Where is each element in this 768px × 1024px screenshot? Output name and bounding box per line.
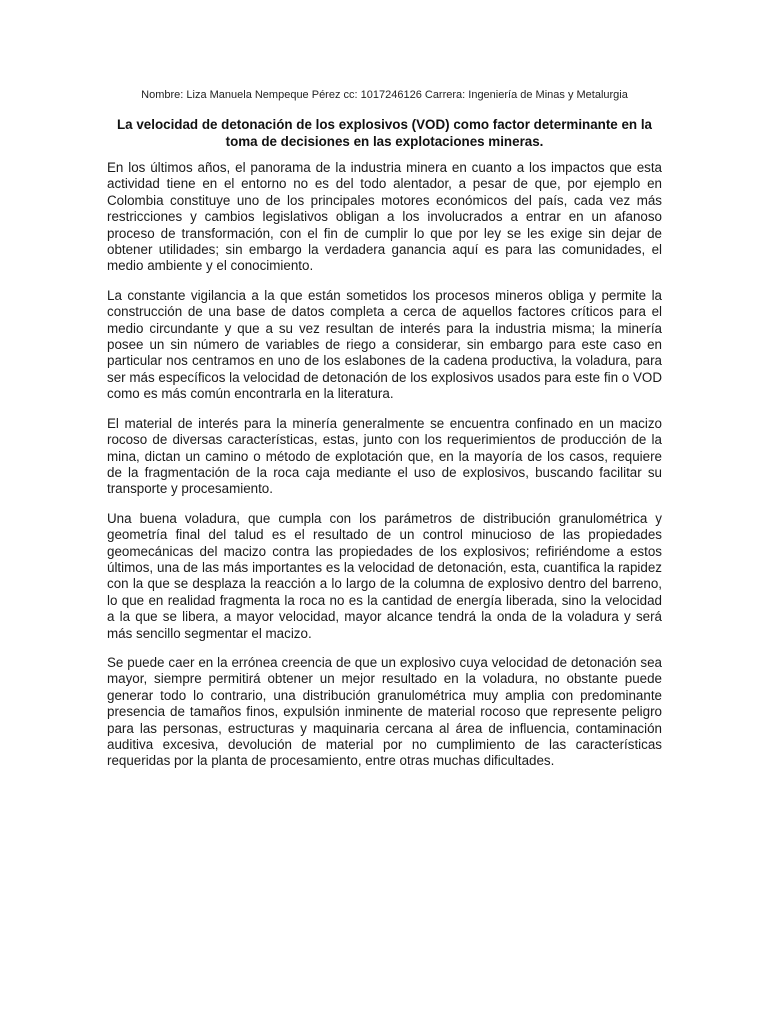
document-page [107,88,662,783]
paragraph-5: Se puede caer en la errónea creencia de que un explosivo cuya velocidad de detonación sea mayor, siempre permitirá obtener un mejor resultado en la voladura, no obstante puede generar todo lo contrario, una distribución granulométrica muy amplia con predominante presencia de tamaños finos, expulsión inminente de material rocoso que represente peligro para las personas, estructuras y maquinaria cercana al área de influencia, contaminación auditiva excesiva, devolución de material por no cumplimiento de las características requeridas por la planta de procesamiento, entre otras muchas dificultades. [107,654,662,769]
paragraph-2: La constante vigilancia a la que están sometidos los procesos mineros obliga y permite la construcción de una base de datos completa a cerca de aquellos factores críticos para el medio circundante y que a su vez resultan de interés para la industria misma; la minería posee un sin número de variables de riego a considerar, sin embargo para este caso en particular nos centramos en uno de los eslabones de la cadena productiva, la voladura, para ser más específicos la velocidad de detonación de los explosivos usados para este fin o VOD como es más común encontrarla en la literatura. [107,287,662,402]
author-header: Nombre: Liza Manuela Nempeque Pérez cc: 1017246126 Carrera: Ingeniería de Minas y Metalurgia [141,89,628,101]
paragraph-1: En los últimos años, el panorama de la industria minera en cuanto a los impactos que esta actividad tiene en el entorno no es del todo alentador, a pesar de que, por ejemplo en Colombia constituye uno de los principales motores económicos del país, cada vez más restricciones y cambios legislativos obligan a los involucrados a entrar en un afanoso proceso de transformación, con el fin de cumplir lo que por ley se les exige sin dejar de obtener utilidades; sin embargo la verdadera ganancia aquí es para las comunidades, el medio ambiente y el conocimiento. [107,160,662,274]
document-title: La velocidad de detonación de los explosivos (VOD) como factor determinante en la toma de decisiones en las explotaciones mineras. [116,117,652,149]
paragraph-4: Una buena voladura, que cumpla con los parámetros de distribución granulométrica y geometría final del talud es el resultado de un control minucioso de las propiedades geomecánicas del macizo contra las propiedades de los explosivos; refiriéndome a estos últimos, una de las más importantes es la velocidad de detonación, esta, cuantifica la rapidez con la que se desplaza la reacción a lo largo de la columna de explosivo dentro del barreno, lo que en realidad fragmenta la roca no es la cantidad de energía liberada, sino la velocidad a la que se libera, a mayor velocidad, mayor alcance tendrá la onda de la voladura y será más sencillo segmentar el macizo. [107,510,662,641]
paragraph-3: El material de interés para la minería generalmente se encuentra confinado en un macizo rocoso de diversas características, estas, junto con los requerimientos de producción de la mina, dictan un camino o método de explotación que, en la mayoría de los casos, requiere de la fragmentación de la roca caja mediante el uso de explosivos, buscando facilitar su transporte y procesamiento. [107,415,662,497]
